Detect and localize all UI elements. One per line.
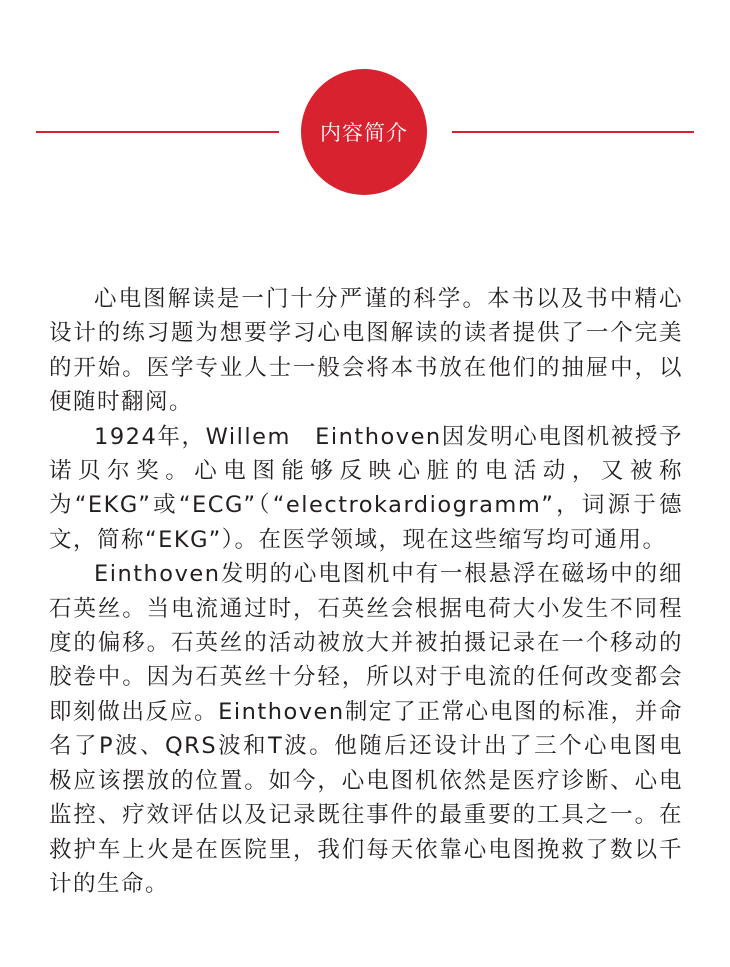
paragraph-1: 心电图解读是一门十分严谨的科学。本书以及书中精心设计的练习题为想要学习心电图解读的读者提供了一个完美的开始。医学专业人士一般会将本书放在他们的抽屉中，以便随时翻阅。 (49, 286, 683, 416)
header-divider-right (452, 131, 694, 133)
paragraph-3: Einthoven发明的心电图机中有一根悬浮在磁场中的细石英丝。当电流通过时，石英丝会根据电荷大小发生不同程度的偏移。石英丝的活动被放大并被拍摄记录在一个移动的胶卷中。因为石英丝十分轻，所以对于电流的任何改变都会即刻做出反应。Einthoven制定了正常心电图的标准，并命名了P波、QRS波和T波。他随后还设计出了三个心电图电极应该摆放的位置。如今，心电图机依然是医疗诊断、心电监控、疗效评估以及记录既往事件的最重要的工具之一。在救护车上火是在医院里，我们每天依靠心电图挽救了数以千计的生命。 (49, 561, 683, 897)
section-title-badge (301, 69, 427, 195)
paragraph-2: 1924年，Willem Einthoven因发明心电图机被授予诺贝尔奖。心电图能够反映心脏的电活动，又被称为“EKG”或“ECG”（“electrokardiogramm”，词源于德文，简称“EKG”）。在医学领域，现在这些缩写均可通用。 (49, 423, 683, 553)
header-divider-left (36, 131, 279, 133)
summary-text (49, 282, 683, 901)
section-title: 内容简介 (320, 121, 408, 145)
